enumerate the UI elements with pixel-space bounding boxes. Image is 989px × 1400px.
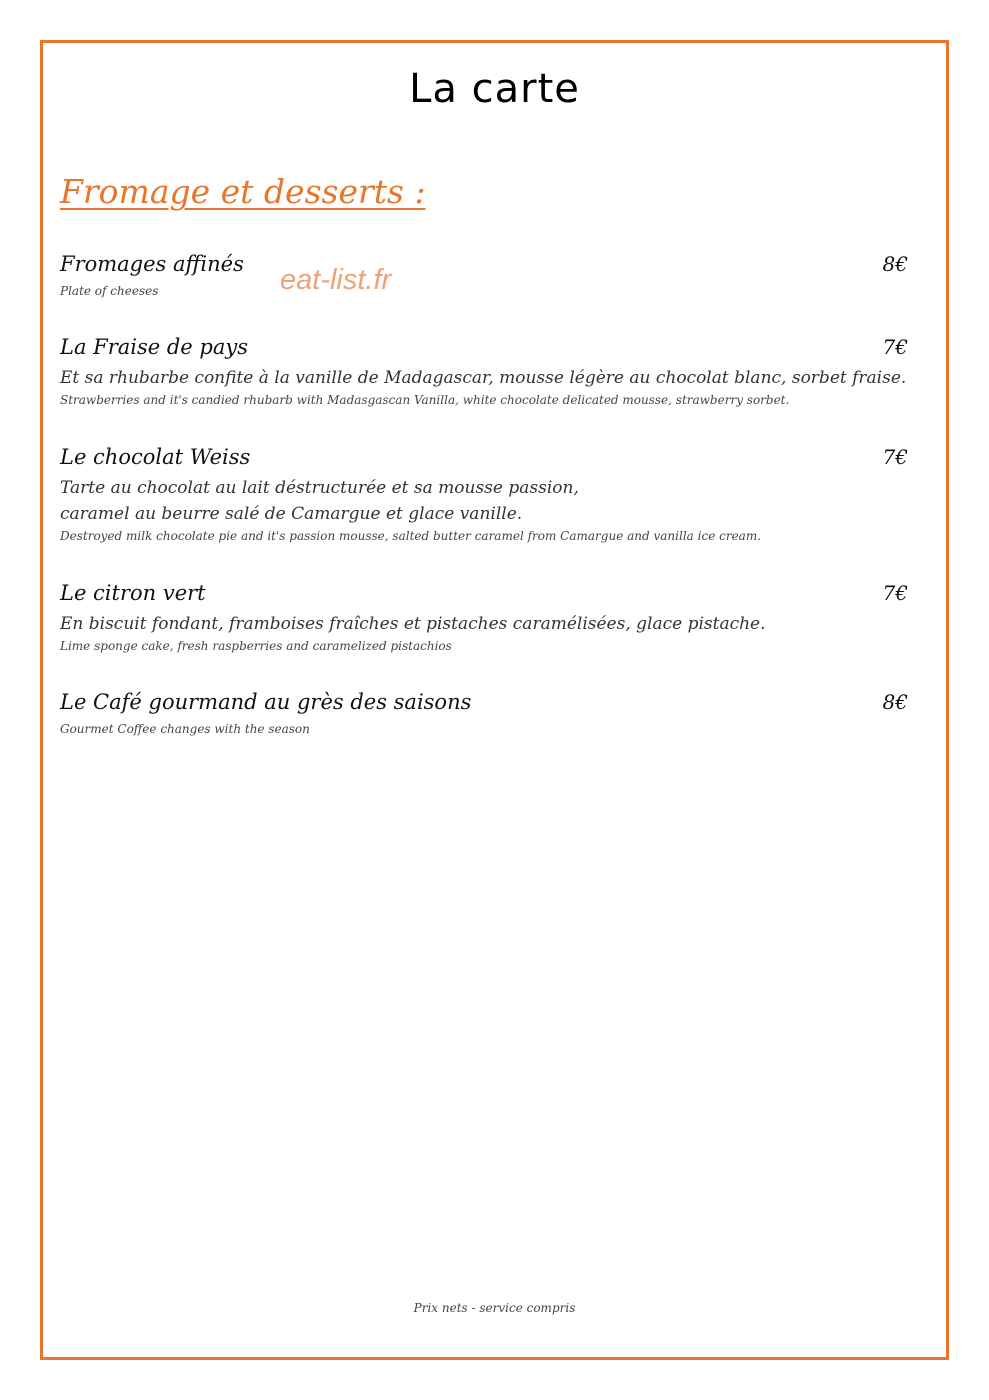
menu-item — [60, 252, 920, 298]
menu-item-price: 7€ — [882, 581, 908, 605]
menu-item-price: 7€ — [882, 335, 908, 359]
menu-item-name: Fromages affinés — [60, 252, 244, 276]
menu-item-description-en: Plate of cheeses — [60, 284, 159, 298]
page-title: La carte — [409, 66, 580, 112]
footer-note: Prix nets - service compris — [413, 1301, 576, 1315]
menu-item-description-en: Destroyed milk chocolate pie and it's passion mousse, salted butter caramel from Camargue and vanilla ice cream. — [60, 529, 762, 543]
menu-item-name: Le Café gourmand au grès des saisons — [60, 690, 472, 714]
menu-item-description-fr: Et sa rhubarbe confite à la vanille de Madagascar, mousse légère au chocolat blanc, sorbet fraise. — [60, 368, 907, 388]
menu-item-description-fr: Tarte au chocolat au lait déstructurée et sa mousse passion, — [60, 478, 579, 498]
section-title: Fromage et desserts : — [60, 172, 426, 211]
menu-item-price: 7€ — [882, 445, 908, 469]
menu-item-description-en: Gourmet Coffee changes with the season — [60, 722, 310, 736]
menu-item-description-fr: caramel au beurre salé de Camargue et glace vanille. — [60, 504, 523, 524]
menu-item — [60, 445, 920, 543]
menu-item-name: Le chocolat Weiss — [60, 445, 251, 469]
menu-item-price: 8€ — [882, 690, 908, 714]
menu-item — [60, 335, 920, 407]
menu-item — [60, 690, 920, 736]
menu-item-description-en: Lime sponge cake, fresh raspberries and caramelized pistachios — [60, 639, 452, 653]
watermark: eat-list.fr — [280, 264, 392, 296]
menu-item — [60, 581, 920, 653]
menu-item-description-fr: En biscuit fondant, framboises fraîches et pistaches caramélisées, glace pistache. — [60, 614, 766, 634]
menu-item-description-en: Strawberries and it's candied rhubarb with Madasgascan Vanilla, white chocolate delicated mousse, strawberry sorbet. — [60, 393, 790, 407]
menu-item-name: La Fraise de pays — [60, 335, 249, 359]
menu-item-price: 8€ — [882, 252, 908, 276]
menu-item-name: Le citron vert — [60, 581, 206, 605]
